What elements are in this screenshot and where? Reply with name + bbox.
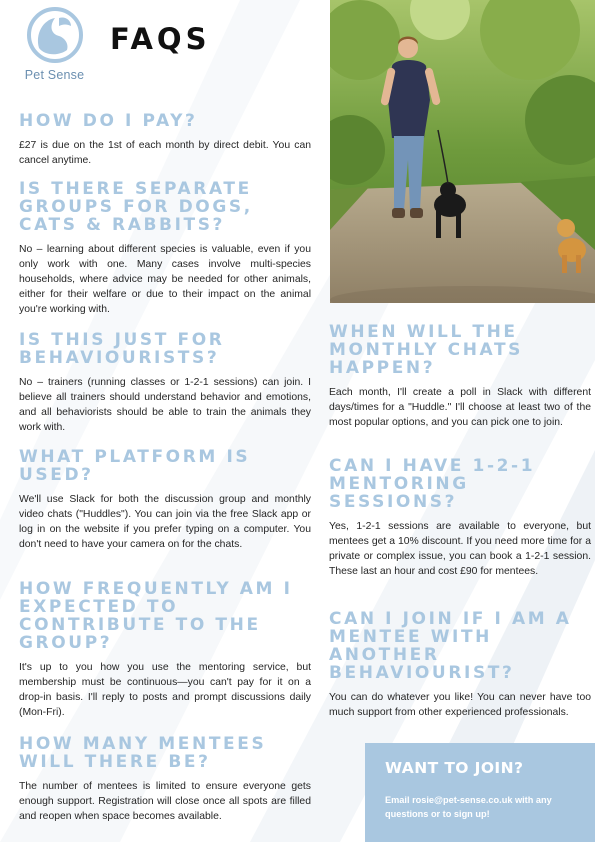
faq-separate-groups (19, 180, 311, 317)
faq-121-sessions (329, 457, 591, 579)
faq-contribute-frequency (19, 580, 311, 720)
faq-question: WHAT PLATFORM IS USED? (19, 447, 251, 485)
join-cta-box (365, 743, 595, 842)
faq-question: IS THERE SEPARATE GROUPS FOR DOGS, CATS & RABBITS? (19, 179, 253, 235)
faq-question: HOW FREQUENTLY AM I EXPECTED TO CONTRIBUTE TO THE GROUP? (19, 579, 293, 653)
faq-answer: No – trainers (running classes or 1-2-1 sessions) can join. I believe all trainers should understand behavior and emotions, and all behaviorists should be able to train the animals they work with. (19, 377, 311, 433)
faq-answer: Yes, 1-2-1 sessions are available to everyone, but mentees get a 10% discount. If you need more time for a private or complex issue, you can book a 1-2-1 session. These last an hour and cost £90 for mentees. (329, 521, 591, 577)
faq-how-do-i-pay (19, 112, 311, 168)
faq-question: CAN I JOIN IF I AM A MENTEE WITH ANOTHER BEHAVIOURIST? (329, 609, 572, 683)
faq-answer: £27 is due on the 1st of each month by direct debit. You can cancel anytime. (19, 140, 311, 166)
faq-answer: No – learning about different species is valuable, even if you only work with one. Many cases involve multi-species households, where advice may be needed for other animals, either for their welfare or due to their impact on the animal you're working with. (19, 244, 311, 315)
faq-answer: It's up to you how you use the mentoring service, but membership must be continuous—you can't pay for it on a drop-in basis. I'll reply to posts and prompt discussions daily (Mon-Fri). (19, 662, 311, 718)
faq-how-many-mentees (19, 735, 311, 824)
brand-name: Pet Sense (24, 68, 85, 82)
faq-mentee-with-another (329, 610, 591, 720)
faq-question: WHEN WILL THE MONTHLY CHATS HAPPEN? (329, 322, 524, 378)
faq-just-for-behaviourists (19, 331, 311, 435)
faq-question: IS THIS JUST FOR BEHAVIOURISTS? (19, 330, 225, 368)
faq-monthly-chats (329, 323, 591, 430)
faq-question: HOW MANY MENTEES WILL THERE BE? (19, 734, 267, 772)
page-title: FAQS (110, 22, 211, 56)
cta-heading: WANT TO JOIN? (385, 759, 524, 777)
hero-photo (330, 0, 595, 303)
faq-answer: You can do whatever you like! You can never have too much support from other experienced professionals. (329, 692, 591, 718)
faq-question: CAN I HAVE 1-2-1 MENTORING SESSIONS? (329, 456, 536, 512)
faq-answer: We'll use Slack for both the discussion group and monthly video chats ("Huddles"). You can join via the free Slack app or log in on the website if you prefer typing on a computer. You don't need to have your camera on for the chats. (19, 494, 311, 550)
faq-answer: The number of mentees is limited to ensure everyone gets enough support. Registration will close once all spots are filled and reopen when space becomes available. (19, 781, 311, 822)
pet-sense-logo-icon (25, 4, 85, 66)
faq-platform (19, 448, 311, 552)
cta-email-text[interactable]: Email rosie@pet-sense.co.uk with any questions or to sign up! (385, 795, 552, 819)
logo (19, 0, 90, 90)
faq-question: HOW DO I PAY? (19, 111, 198, 131)
faq-answer: Each month, I'll create a poll in Slack with different days/times for a "Huddle." I'll choose at least two of the most popular options, and you can pick one to join. (329, 387, 591, 428)
